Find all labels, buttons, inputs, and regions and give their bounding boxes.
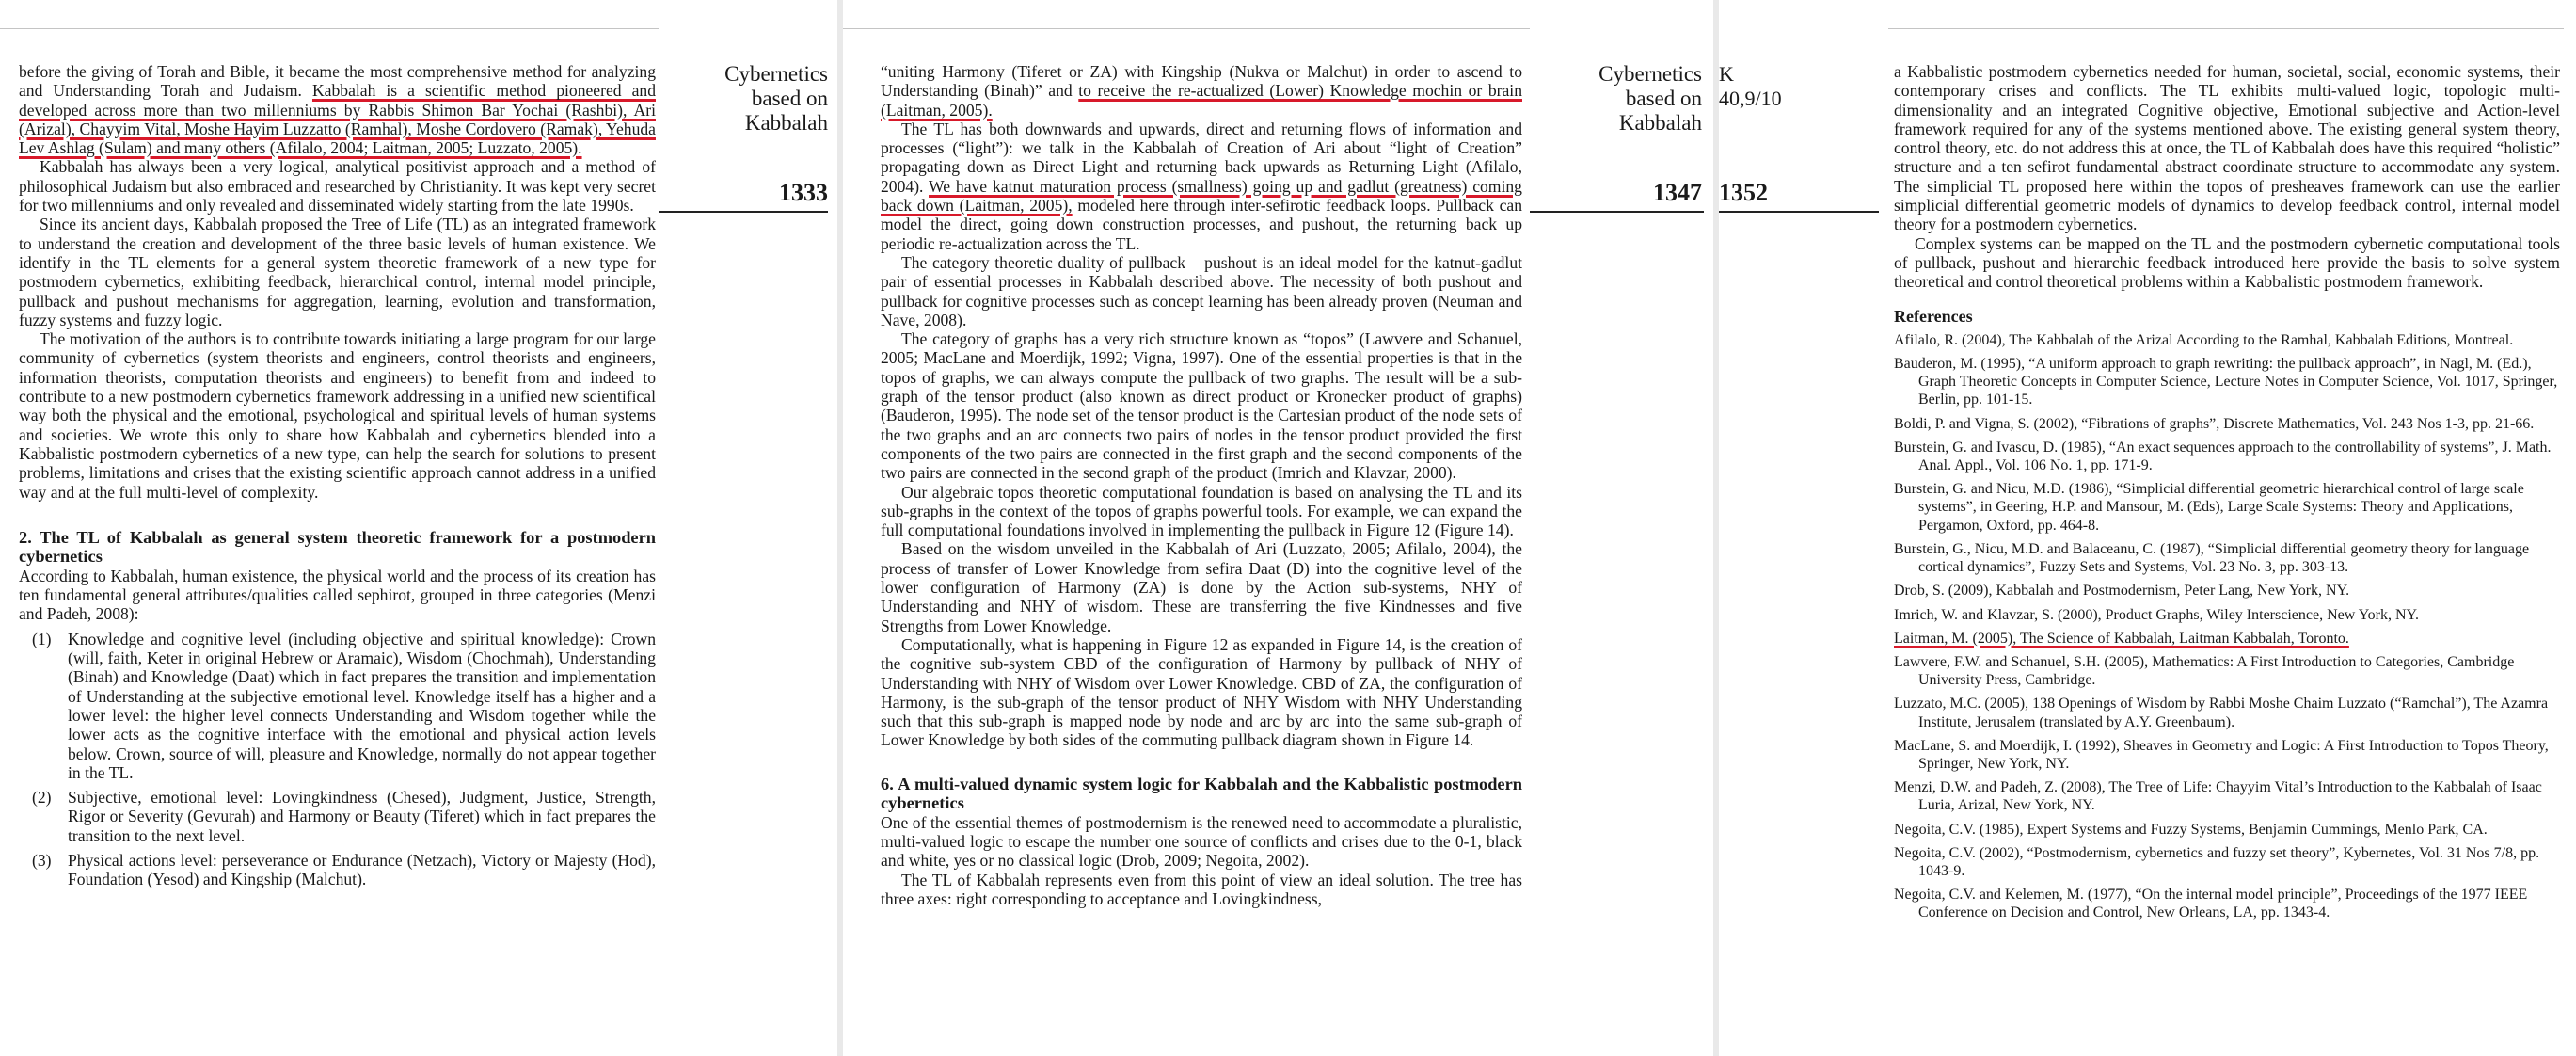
page-2-body <box>881 62 1522 908</box>
underlined-passage: to receive the re-actualized (Lower) Knowledge mochin or brain (Laitman, 2005). <box>881 81 1522 120</box>
page-1347 <box>843 0 1713 1056</box>
intro-text: before the giving of Torah and Bible, it became the most comprehensive method for analyzing and Understanding Torah and Judaism. <box>19 62 656 101</box>
margin-rule <box>1530 211 1704 213</box>
running-head <box>1542 62 1702 136</box>
margin-rule <box>1719 211 1879 213</box>
running-head-line: Cybernetics <box>724 62 828 86</box>
reference-item: Afilalo, R. (2004), The Kabbalah of the Arizal According to the Ramhal, Kabbalah Editions, Montreal. <box>1894 331 2514 348</box>
reference-item: Luzzato, M.C. (2005), 138 Openings of Wisdom by Rabbi Moshe Chaim Luzzato (“Ramchal”), The Azamra Institute, Jerusalem (translated by A.Y. Greenbaum). <box>1894 696 2549 730</box>
reference-item: Negoita, C.V. (1985), Expert Systems and Fuzzy Systems, Benjamin Cummings, Menlo Park, CA. <box>1894 821 2488 838</box>
page-1352 <box>1719 0 2576 1056</box>
category-list <box>19 630 656 889</box>
list-item <box>19 630 656 782</box>
reference-item: Burstein, G. and Ivascu, D. (1985), “An exact sequences approach to the controllability of systems”, J. Math. Anal. Appl., Vol. 106 No. 1, pp. 171-9. <box>1894 439 2552 474</box>
item-number: (1) <box>32 629 52 648</box>
underlined-reference: Laitman, M. (2005), The Science of Kabbalah, Laitman Kabbalah, Toronto. <box>1894 630 2349 647</box>
top-rule <box>843 28 1530 29</box>
paragraph: The motivation of the authors is to contribute towards initiating a large program for our large community of cybernetics (system theorists and engineers, control theorists and engineers, information theorists, computation theorists and engineers) to benefit from and indeed to contribute to a new postmodern cybernetics framework addressing in a unified new scientifical way both the physical and the emotional, psychological and spiritual levels of human systems and societies. We wrote this only to share how Kabbalah and cybernetics blended into a Kabbalistic postmodern cybernetics of a new type, can help the search for solutions to present problems, limitations and crises that the existing scientific approach cannot address in a unified way and at the full multi-level of complexity. <box>19 329 656 502</box>
margin-rule <box>659 211 828 213</box>
page-3-body <box>1894 62 2560 928</box>
list-item <box>19 851 656 889</box>
paragraph: a Kabbalistic postmodern cybernetics needed for human, societal, social, economic systems, their contemporary crises and conflicts. The TL exhibits multi-valued logic, topologic multi-dimensionality and an integrated Cognitive objective, Emotional subjective and Action-level framework required for any of the systems mentioned above. The existing general system theory, control theory, etc. do not address this at once, the TL of Kabbalah does have this required “holistic” structure and a ten sefirot fundamental abstract coordinate structure to accommodate any system. The simplicial TL proposed here within the topos of presheaves framework can use the earlier simplicial differential geometric models of dynamics to develop feedback control, internal model theory for a postmodern cybernetics. <box>1894 62 2560 234</box>
reference-item: Imrich, W. and Klavzar, S. (2000), Product Graphs, Wiley Interscience, New York, NY. <box>1894 606 2420 623</box>
reference-item-underlined <box>1894 630 2560 648</box>
reference-item: Negoita, C.V. and Kelemen, M. (1977), “On the internal model principle”, Proceedings of the 1977 IEEE Conference on Decision and Control, New Orleans, LA, pp. 1343-4. <box>1894 887 2528 921</box>
item-text: Subjective, emotional level: Lovingkindness (Chesed), Judgment, Justice, Strength, Rigor or Severity (Gevurah) and Harmony or Beauty (Tiferet) which in fact prepares the transition to the next level. <box>68 788 656 845</box>
page-number: 1347 <box>1653 179 1702 206</box>
paragraph: Kabbalah has always been a very logical, analytical positivist approach and a method of philosophical Judaism but also embraced and researched by Christianity. It was kept very secret for two millenniums and only revealed and disseminated widely starting from the late 1990s. <box>19 157 656 216</box>
text: “uniting Harmony (Tiferet or ZA) with Kingship (Nukva or Malchut) in order to ascend to Understanding (Binah)” and <box>881 62 1522 101</box>
top-rule <box>0 28 659 29</box>
reference-item: Menzi, D.W. and Padeh, Z. (2008), The Tree of Life: Chayyim Vital’s Introduction to the Kabbalah of Isaac Luria, Arizal, New York, NY. <box>1894 779 2542 814</box>
paragraph <box>881 62 1522 120</box>
running-head-line: Kabbalah <box>744 111 828 135</box>
running-head-line: based on <box>751 87 828 110</box>
paragraph: According to Kabbalah, human existence, the physical world and the process of its creation has ten fundamental general attributes/qualities called sephirot, grouped in three categories (Menzi and Padeh, 2008): <box>19 566 656 624</box>
paragraph: Our algebraic topos theoretic computational foundation is based on analysing the TL and its sub-graphs in the context of the topos of graphs powerful tools. For example, we can expand the full computational foundations involved in implementing the pullback in Figure 12 (Figure 14). <box>881 482 1522 540</box>
paragraph: Based on the wisdom unveiled in the Kabbalah of Ari (Luzzato, 2005; Afilalo, 2004), the process of transfer of Lower Knowledge from sefira Daat (D) into the cognitive level of the lower configuration of Harmony (ZA) is done by the Action sub-systems, NHY of Understanding and NHY of wisdom. These are transferring the five Kindnesses and five Strengths from Lower Knowledge. <box>881 539 1522 635</box>
item-text: Knowledge and cognitive level (including objective and spiritual knowledge): Crown (will, faith, Keter in original Hebrew or Aramaic), Wisdom (Chochmah), Understanding (Binah) and Knowledge (Daat) which in fact prepares the transition and implementation of Understanding at the subjective emotional level. Knowledge itself has a higher and a lower level: the higher level connects Understanding and Wisdom together while the lower acts as the cognitive interface with the emotional and physical action levels below. Crown, source of will, pleasure and Knowledge, normally do not appear together in the TL. <box>68 629 656 782</box>
item-number: (2) <box>32 788 52 808</box>
page-1333 <box>0 0 837 1056</box>
reference-list <box>1894 331 2560 922</box>
item-text: Physical actions level: perseverance or Endurance (Netzach), Victory or Majesty (Hod), Foundation (Yesod) and Kingship (Malchut). <box>68 850 656 889</box>
edge-text: 40,9/10 <box>1719 87 1782 110</box>
section-heading: 2. The TL of Kabbalah as general system theoretic framework for a postmodern cybernetics <box>19 527 656 567</box>
section-heading: 6. A multi-valued dynamic system logic for Kabbalah and the Kabbalistic postmodern cybernetics <box>881 774 1522 813</box>
intro-paragraph <box>19 62 656 157</box>
reference-item: Burstein, G., Nicu, M.D. and Balaceanu, C. (1987), “Simplicial differential geometry theory for language cortical dynamics”, Fuzzy Sets and Systems, Vol. 23 No. 3, pp. 303-13. <box>1894 540 2530 576</box>
running-head <box>677 62 828 136</box>
running-head-line: Cybernetics <box>1598 62 1702 86</box>
paragraph: The TL of Kabbalah represents even from this point of view an ideal solution. The tree has three axes: right corresponding to acceptance and Lovingkindness, <box>881 870 1522 908</box>
edge-text: K <box>1719 62 1734 86</box>
paragraph: Since its ancient days, Kabbalah proposed the Tree of Life (TL) as an integrated framework to understand the creation and development of the three basic levels of human existence. We identify in the TL elements for a general system theoretic framework of a new type for postmodern cybernetics, exhibiting feedback, hierarchical control, internal model principle, pullback and pushout mechanisms for aggregation, learning, evolution and transformation, fuzzy systems and fuzzy logic. <box>19 215 656 329</box>
paragraph: Complex systems can be mapped on the TL and the postmodern cybernetic computational tools of pullback, pushout and hierarchic feedback introduced here provide the basis to solve system theoretical and control theoretical problems within a Kabbalistic postmodern framework. <box>1894 233 2560 292</box>
page-number: 1352 <box>1719 179 1768 206</box>
paragraph: The category theoretic duality of pullback – pushout is an ideal model for the katnut-gadlut pair of essential processes in Kabbalah described above. The necessity of both pushout and pullback for cognitive processes such as concept learning has been already proven (Neuman and Nave, 2008). <box>881 252 1522 329</box>
paragraph: The category of graphs has a very rich structure known as “topos” (Lawvere and Schanuel, 2005; MacLane and Moerdijk, 1992; Vigna, 1997). One of the essential properties is that in the topos of graphs, we can always compute the pullback of two graphs. The result will be a sub-graph of the tensor product (also known as direct product or Kronecker product of graphs) (Bauderon, 1995). The node set of the tensor product is the Cartesian product of the node sets of the two graphs and an arc connects two pairs of nodes in the tensor product provided the first components of the two pairs are connected in the first graph and the second components of the two pairs are connected in the second graph of the product (Imrich and Klavzar, 2000). <box>881 329 1522 483</box>
running-head-line: Kabbalah <box>1618 111 1702 135</box>
top-rule <box>1888 28 2564 29</box>
reference-item: Drob, S. (2009), Kabbalah and Postmodernism, Peter Lang, New York, NY. <box>1894 583 2350 600</box>
reference-item: Burstein, G. and Nicu, M.D. (1986), “Simplicial differential geometric hierarchical control of large scale systems”, in Geering, H.P. and Mansour, M. (Eds), Large Scale Systems: Theory and Applications, Pergamon, Oxford, pp. 464-8. <box>1894 481 2524 534</box>
reference-item: Bauderon, M. (1995), “A uniform approach to graph rewriting: the pullback approach”, in Nagl, M. (Ed.), Graph Theoretic Concepts in Computer Science, Lecture Notes in Computer Science, Vol. 1017, Springer, Berlin, pp. 101-15. <box>1894 356 2558 408</box>
underlined-passage: We have katnut maturation process (smallness) going up and gadlut (greatness) coming back down (Laitman, 2005), <box>881 176 1522 216</box>
reference-item: Negoita, C.V. (2002), “Postmodernism, cybernetics and fuzzy set theory”, Kybernetes, Vol. 31 Nos 7/8, pp. 1043-9. <box>1894 844 2540 879</box>
paragraph: Computationally, what is happening in Figure 12 as expanded in Figure 14, is the creation of the cognitive sub-system CBD of the configuration of Harmony by pullback of NHY of Understanding with NHY of Wisdom over Lower Knowledge. CBD of ZA, the configuration of Harmony, is the sub-graph of the tensor product of NHY Wisdom with NHY Understanding such that this sub-graph is mapped node by node and arc by arc into the same sub-graph of Lower Knowledge by both sides of the commuting pullback diagram shown in Figure 14. <box>881 634 1522 750</box>
references-heading: References <box>1894 306 1973 326</box>
reference-item: Boldi, P. and Vigna, S. (2002), “Fibrations of graphs”, Discrete Mathematics, Vol. 243 Nos 1-3, pp. 21-66. <box>1894 415 2535 432</box>
paragraph <box>881 120 1522 253</box>
page-1-body <box>19 62 656 895</box>
item-number: (3) <box>32 850 52 870</box>
text: modeled here through inter-sefirotic feedback loops. Pullback can model the direct, going down construction processes, and pushout, the returning back up periodic re-actualization across the TL. <box>881 196 1522 253</box>
underlined-passage: Kabbalah is a scientific method pioneered and developed across more than two millenniums by Rabbis Shimon Bar Yochai (Rashbi), Ari (Arizal), Chayyim Vital, Moshe Hayim Luzzatto (Ramhal), Moshe Cordovero (Ramak), Yehuda Lev Ashlag (Sulam) and many others (Afilalo, 2004; Laitman, 2005; Luzzato, 2005). <box>19 81 656 158</box>
list-item <box>19 788 656 845</box>
paragraph: One of the essential themes of postmodernism is the renewed need to accommodate a pluralistic, multi-valued logic to escape the number one source of conflicts and crises due to the 0-1, black and white, yes or no classical logic (Drob, 2009; Negoita, 2002). <box>881 812 1522 871</box>
reference-item: MacLane, S. and Moerdijk, I. (1992), Sheaves in Geometry and Logic: A First Introduction to Topos Theory, Springer, New York, NY. <box>1894 737 2549 772</box>
running-head-edge <box>1719 62 1782 111</box>
text: The TL has both downwards and upwards, direct and returning flows of information and processes (“light”): we talk in the Kabbalah of Creation of Ari about “light of Creation” propagating down as Direct Light and returning back upwards as Returning Light (Afilalo, 2004). <box>881 119 1522 196</box>
running-head-line: based on <box>1625 87 1702 110</box>
page-number: 1333 <box>779 179 828 206</box>
reference-item: Lawvere, F.W. and Schanuel, S.H. (2005), Mathematics: A First Introduction to Categories, Cambridge University Press, Cambridge. <box>1894 653 2515 689</box>
